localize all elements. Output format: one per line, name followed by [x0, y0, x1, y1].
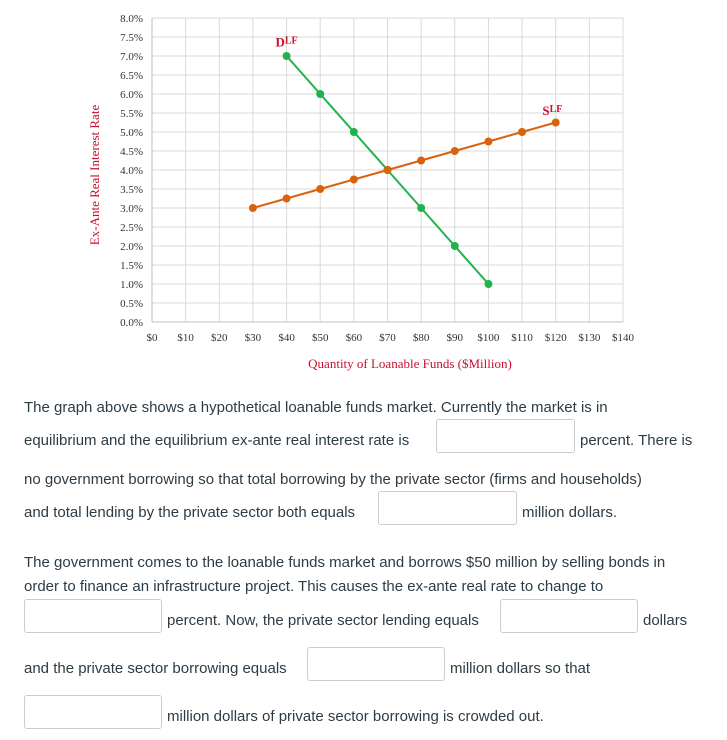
y-tick-label: 2.0%: [120, 241, 143, 253]
x-tick-label: $10: [177, 332, 194, 344]
q2-line5: million dollars of private sector borrowing is crowded out.: [167, 708, 544, 725]
x-tick-label: $40: [278, 332, 295, 344]
data-point-slf: [417, 157, 425, 165]
x-axis-label: Quantity of Loanable Funds ($Million): [308, 356, 512, 371]
data-point-dlf: [316, 90, 324, 98]
x-tick-label: $110: [511, 332, 533, 344]
x-tick-label: $100: [477, 332, 500, 344]
data-point-slf: [484, 138, 492, 146]
curve-label-subscript: LF: [284, 35, 298, 47]
curve-label-main: S: [542, 102, 550, 118]
y-tick-label: 6.0%: [120, 89, 143, 101]
y-axis-ticks: [120, 13, 143, 329]
x-tick-label: $90: [446, 332, 464, 344]
series-line-slf: [253, 123, 556, 209]
crowded-out-input[interactable]: [24, 695, 162, 729]
y-tick-label: 6.5%: [120, 70, 143, 82]
data-point-slf: [552, 119, 560, 127]
data-point-slf: [350, 176, 358, 184]
x-tick-label: $60: [345, 332, 363, 344]
data-point-dlf: [350, 128, 358, 136]
q2-line3-tail: dollars: [643, 612, 688, 629]
y-tick-label: 7.0%: [120, 51, 143, 63]
q2-line1: The government comes to the loanable funds market and borrows $50 million by selling bonds in: [24, 554, 666, 571]
curve-label: [542, 103, 562, 118]
equilibrium-quantity-input[interactable]: [378, 491, 517, 525]
y-tick-label: 1.0%: [120, 279, 143, 291]
y-tick-label: 4.0%: [120, 165, 143, 177]
data-point-slf: [249, 204, 257, 212]
x-axis-ticks: [147, 332, 635, 344]
q1-line2-text: equilibrium and the equilibrium ex-ante real interest rate is: [24, 432, 410, 449]
q1-line4-text: and total lending by the private sector both equals: [24, 504, 356, 521]
data-point-dlf: [417, 204, 425, 212]
y-tick-label: 0.5%: [120, 298, 143, 310]
curve-label-subscript: LF: [549, 103, 563, 115]
q2-line4-text: and the private sector borrowing equals: [24, 660, 287, 677]
q1-line4-tail: million dollars.: [522, 504, 618, 521]
data-point-dlf: [283, 52, 291, 60]
q1-line3: no government borrowing so that total borrowing by the private sector (firms and households): [24, 471, 642, 488]
x-tick-label: $0: [146, 332, 158, 344]
private-lending-input[interactable]: [500, 599, 638, 633]
q2-line3-text: percent. Now, the private sector lending equals: [167, 612, 479, 629]
x-tick-label: $140: [612, 332, 634, 344]
equilibrium-rate-input[interactable]: [436, 419, 575, 453]
x-tick-label: $80: [412, 332, 430, 344]
data-point-dlf: [484, 280, 492, 288]
y-tick-label: 5.0%: [120, 127, 143, 139]
y-tick-label: 3.0%: [120, 203, 143, 215]
q1-line1: The graph above shows a hypothetical loanable funds market. Currently the market is in: [24, 399, 608, 416]
x-tick-label: $70: [379, 332, 396, 344]
x-tick-label: $120: [544, 332, 567, 344]
q2-line2: order to finance an infrastructure project. This causes the ex-ante real rate to change to: [24, 578, 604, 595]
private-borrowing-input[interactable]: [307, 647, 445, 681]
data-point-dlf: [451, 242, 459, 250]
y-tick-label: 2.5%: [120, 222, 143, 234]
x-tick-label: $30: [244, 332, 262, 344]
y-tick-label: 5.5%: [120, 108, 143, 120]
y-tick-label: 8.0%: [120, 13, 143, 25]
data-point-slf: [384, 166, 392, 174]
curve-label-main: D: [275, 34, 285, 50]
data-point-slf: [518, 128, 526, 136]
y-tick-label: 0.0%: [120, 317, 143, 329]
q2-line4-tail: million dollars so that: [450, 660, 591, 677]
y-tick-label: 3.5%: [120, 184, 143, 196]
data-point-slf: [316, 185, 324, 193]
x-tick-label: $50: [311, 332, 329, 344]
q1-line2-tail: percent. There is: [580, 432, 693, 449]
y-axis-label: Ex-Ante Real Interest Rate: [87, 104, 102, 246]
y-tick-label: 4.5%: [120, 146, 143, 158]
new-rate-input[interactable]: [24, 599, 162, 633]
data-point-slf: [451, 147, 459, 155]
x-tick-label: $130: [578, 332, 601, 344]
x-tick-label: $20: [211, 332, 228, 344]
y-tick-label: 1.5%: [120, 260, 143, 272]
y-tick-label: 7.5%: [120, 32, 143, 44]
data-point-slf: [283, 195, 291, 203]
curve-labels: [275, 35, 562, 118]
